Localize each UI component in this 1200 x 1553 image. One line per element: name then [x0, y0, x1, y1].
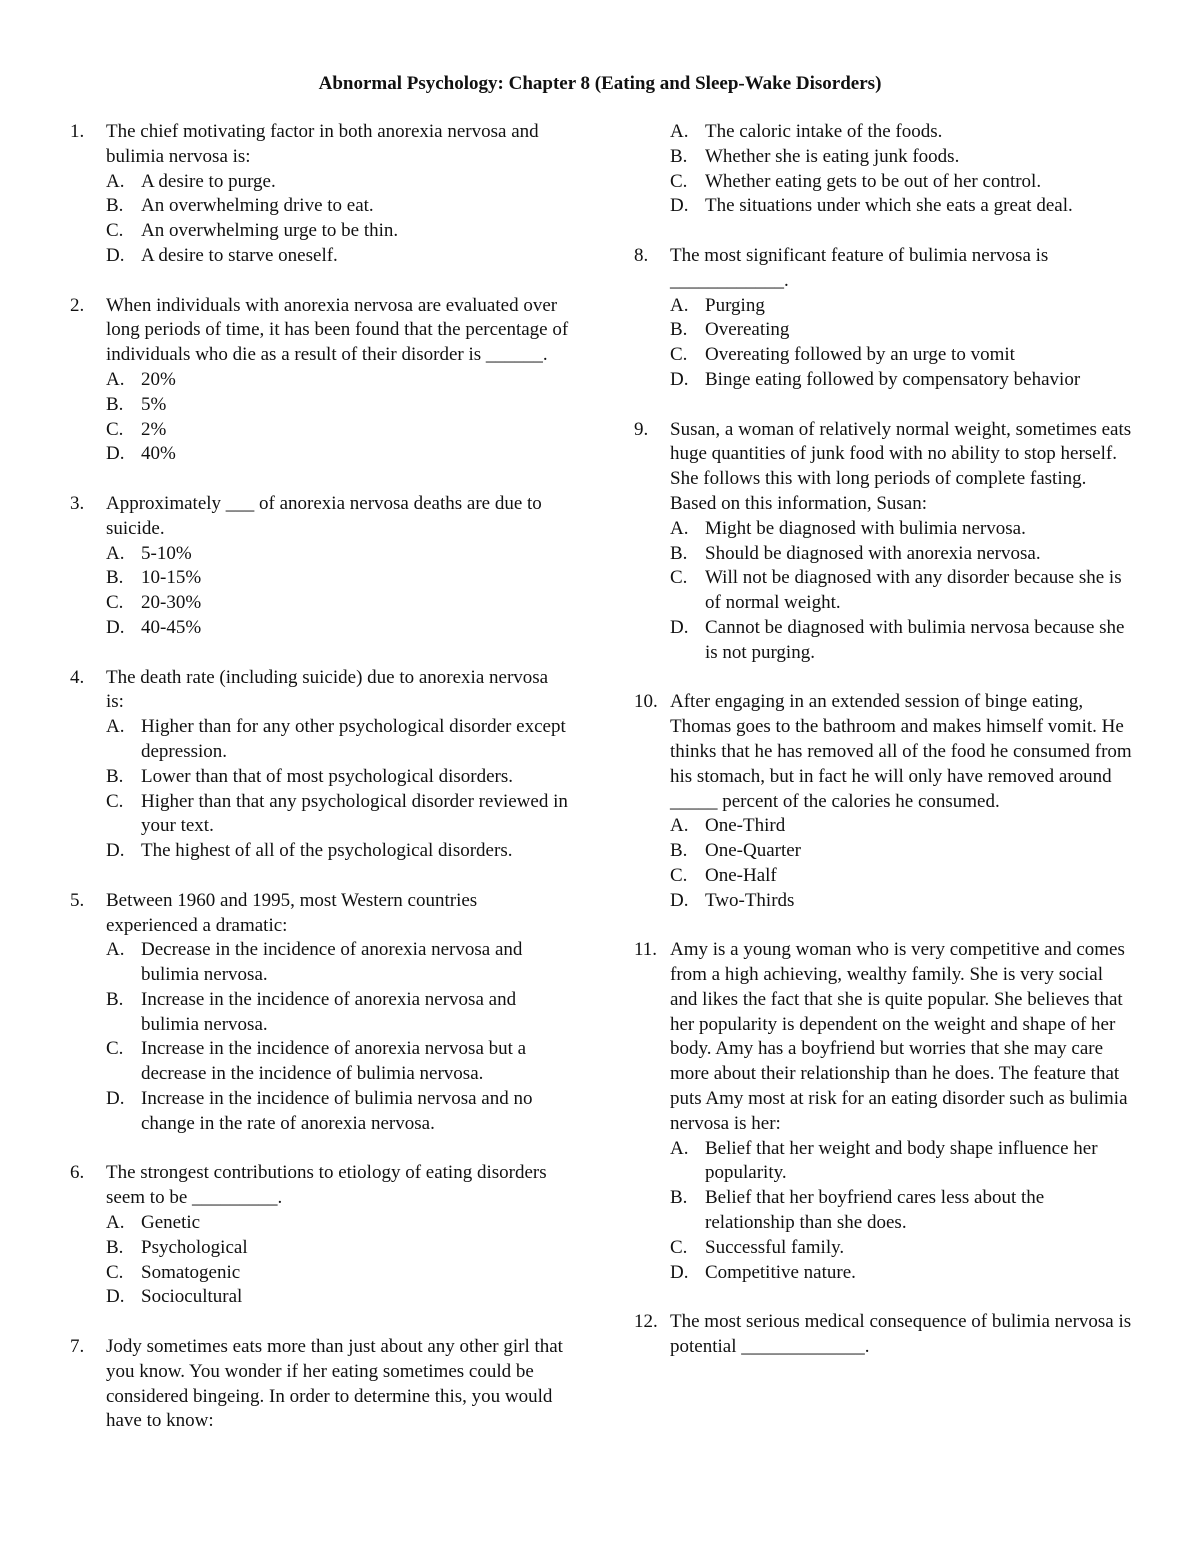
question-number: 2. [70, 294, 85, 316]
question-1 [70, 120, 570, 269]
option: B. Increase in the incidence of anorexia nervosa and bulimia nervosa. [106, 988, 517, 1035]
left-column [70, 120, 570, 1459]
question-text: After engaging in an extended session of binge eating, Thomas goes to the bathroom and makes himself vomit. He thinks that he has removed all of the food he consumed from his stomach, but in fact he will only have removed around _____ percent of the calories he consumed. [670, 691, 1132, 812]
question-4 [70, 666, 570, 864]
option: D. The highest of all of the psychological disorders. [106, 840, 513, 862]
option: B. Lower than that of most psychological disorders. [106, 765, 514, 787]
option: D. A desire to starve oneself. [106, 244, 338, 266]
option: B. 10-15% [106, 567, 202, 589]
option: D. 40-45% [106, 616, 202, 638]
question-text: Susan, a woman of relatively normal weight, sometimes eats huge quantities of junk food with no ability to stop herself. She follows this with long periods of complete fasting. Based on this information, Susan: [670, 418, 1132, 514]
question-number: 9. [634, 418, 649, 440]
question-3 [70, 492, 570, 641]
question-number: 4. [70, 666, 85, 688]
option: C. Higher than that any psychological disorder reviewed in your text. [106, 790, 568, 837]
option: B. 5% [106, 393, 167, 415]
option: C. Successful family. [670, 1236, 845, 1258]
page-title: Abnormal Psychology: Chapter 8 (Eating and Sleep-Wake Disorders) [318, 73, 882, 94]
option: A. Might be diagnosed with bulimia nervosa. [670, 517, 1026, 539]
option: B. One-Quarter [670, 840, 802, 862]
question-number: 7. [70, 1336, 85, 1358]
question-text: The most significant feature of bulimia nervosa is ____________. [670, 244, 1049, 291]
option: B. Overeating [670, 319, 790, 341]
option: A. Higher than for any other psychological disorder except depression. [106, 716, 566, 762]
question-text: Between 1960 and 1995, most Western countries experienced a dramatic: [106, 889, 478, 936]
question-number: 1. [70, 121, 85, 142]
question-number: 10. [634, 691, 658, 713]
question-10 [634, 690, 1134, 913]
option: A. The caloric intake of the foods. [670, 121, 943, 142]
question-text: Amy is a young woman who is very competitive and comes from a high achieving, wealthy family. She is very social and likes the fact that she is quite popular. She believes that her popularity is dependent on the weight and shape of her body. Amy has a boyfriend but worries that she may care more about their relationship than he does. The feature that puts Amy most at risk for an eating disorder such as bulimia nervosa is her: [670, 939, 1128, 1134]
option: C. Increase in the incidence of anorexia nervosa but a decrease in the incidence of bulimia nervosa. [106, 1038, 527, 1085]
question-9 [634, 418, 1134, 666]
question-11 [634, 938, 1134, 1285]
option: C. Whether eating gets to be out of her control. [670, 170, 1042, 192]
question-text: When individuals with anorexia nervosa are evaluated over long periods of time, it has been found that the percentage of individuals who die as a result of their disorder is ______. [106, 294, 569, 366]
option: A. 5-10% [106, 542, 192, 564]
question-text: Approximately ___ of anorexia nervosa deaths are due to suicide. [106, 492, 542, 539]
question-text: The chief motivating factor in both anorexia nervosa and bulimia nervosa is: [106, 121, 539, 167]
option: D. Binge eating followed by compensatory behavior [670, 368, 1081, 390]
option: C. 20-30% [106, 592, 202, 614]
option: A. Decrease in the incidence of anorexia nervosa and bulimia nervosa. [106, 939, 523, 986]
option: B. Psychological [106, 1236, 248, 1258]
question-8 [634, 244, 1134, 393]
question-text: The strongest contributions to etiology of eating disorders seem to be _________. [106, 1162, 547, 1209]
question-text: The death rate (including suicide) due to anorexia nervosa is: [106, 666, 549, 713]
option: C. 2% [106, 418, 167, 440]
question-text: The most serious medical consequence of bulimia nervosa is potential _____________. [670, 1311, 1132, 1358]
option: A. Belief that her weight and body shape influence her popularity. [670, 1137, 1098, 1184]
question-number: 3. [70, 492, 85, 514]
option: D. 40% [106, 443, 176, 465]
option: C. Overeating followed by an urge to vomit [670, 344, 1015, 366]
right-column [634, 120, 1134, 1385]
option: D. Sociocultural [106, 1286, 243, 1308]
option: B. Whether she is eating junk foods. [670, 145, 960, 167]
option: C. Somatogenic [106, 1261, 241, 1283]
option: A. Purging [670, 294, 765, 316]
option: A. Genetic [106, 1212, 201, 1234]
option: D. Competitive nature. [670, 1261, 856, 1283]
option: A. 20% [106, 368, 176, 390]
option: C. One-Half [670, 864, 777, 886]
option: C. Will not be diagnosed with any disorder because she is of normal weight. [670, 567, 1122, 614]
option: B. Belief that her boyfriend cares less about the relationship than she does. [670, 1187, 1045, 1234]
question-number: 11. [634, 939, 658, 961]
question-number: 5. [70, 889, 85, 911]
question-number: 8. [634, 244, 649, 266]
question-2 [70, 294, 570, 468]
option: D. Two-Thirds [670, 889, 795, 911]
question-5 [70, 889, 570, 1137]
question-text: Jody sometimes eats more than just about any other girl that you know. You wonder if her eating sometimes could be considered bingeing. In order to determine this, you would have to know: [106, 1336, 563, 1432]
question-7 [70, 1335, 570, 1434]
option: A. A desire to purge. [106, 170, 276, 192]
option: D. The situations under which she eats a great deal. [670, 195, 1073, 217]
option: D. Cannot be diagnosed with bulimia nervosa because she is not purging. [670, 616, 1125, 663]
question-12 [634, 1310, 1134, 1360]
question-number: 12. [634, 1311, 658, 1333]
option: A. One-Third [670, 815, 786, 837]
option: B. Should be diagnosed with anorexia nervosa. [670, 542, 1041, 564]
option: B. An overwhelming drive to eat. [106, 195, 374, 217]
question-6 [70, 1161, 570, 1310]
question-number: 6. [70, 1162, 85, 1184]
option: C. An overwhelming urge to be thin. [106, 220, 399, 242]
question-7-options [634, 120, 1134, 219]
option: D. Increase in the incidence of bulimia nervosa and no change in the rate of anorexia nervosa. [106, 1088, 533, 1134]
